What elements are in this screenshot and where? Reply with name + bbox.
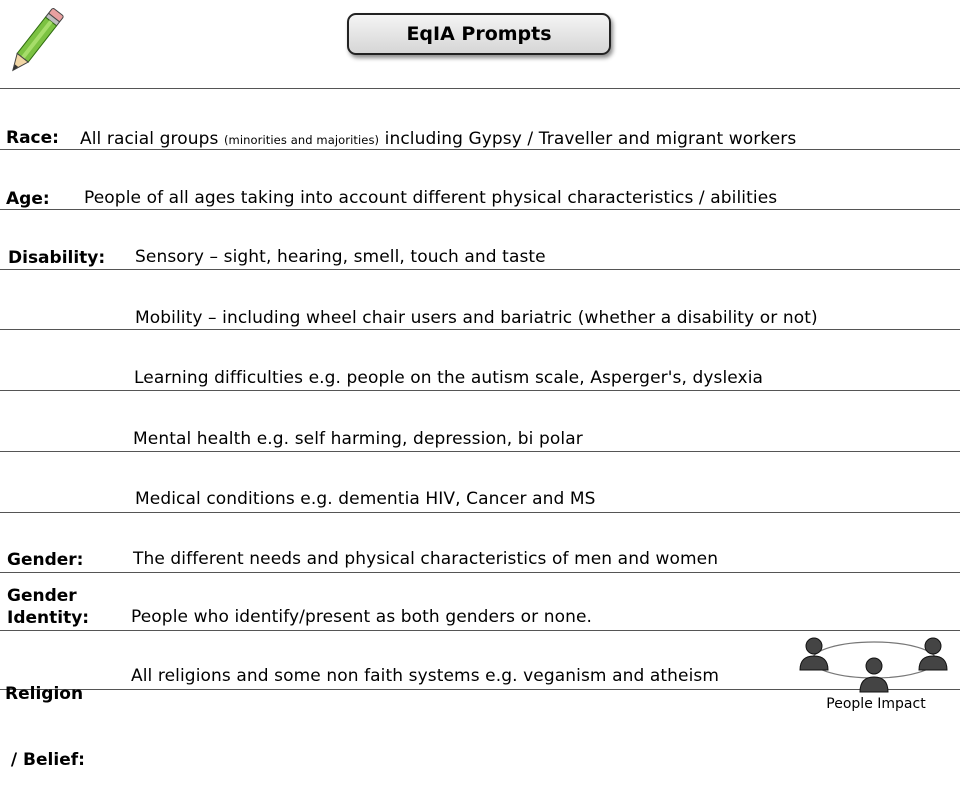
disability-item: Mental health e.g. self harming, depression, bi polar: [133, 429, 583, 449]
people-impact-icon: [790, 630, 955, 700]
age-text: People of all ages taking into account different physical characteristics / abilities: [84, 188, 778, 208]
divider: [0, 88, 960, 89]
divider: [0, 329, 960, 330]
race-text: All racial groups (minorities and majorities) including Gypsy / Traveller and migrant workers: [80, 129, 797, 149]
divider: [0, 209, 960, 210]
age-label: Age:: [6, 189, 50, 209]
gender-text: The different needs and physical characteristics of men and women: [133, 549, 719, 569]
gender-identity-text: People who identify/present as both genders or none.: [131, 607, 593, 627]
person-icon: [800, 638, 828, 670]
disability-item: Learning difficulties e.g. people on the autism scale, Asperger's, dyslexia: [134, 368, 764, 388]
gender-identity-label: Gender Identity:: [7, 586, 90, 628]
pencil-icon: [2, 2, 68, 82]
disability-item: Medical conditions e.g. dementia HIV, Cancer and MS: [135, 489, 596, 509]
title-box: [347, 13, 611, 55]
gender-label: Gender:: [7, 550, 84, 570]
race-text-note: (minorities and majorities): [223, 133, 380, 147]
person-icon: [919, 638, 947, 670]
religion-text: All religions and some non faith systems e.g. veganism and atheism: [131, 666, 720, 686]
divider: [0, 572, 960, 573]
page-title: EqIA Prompts: [406, 23, 552, 45]
divider: [0, 269, 960, 270]
divider: [0, 512, 960, 513]
divider: [0, 451, 960, 452]
divider: [0, 390, 960, 391]
people-impact-caption: People Impact: [826, 696, 926, 712]
person-icon: [860, 658, 888, 692]
disability-label: Disability:: [8, 248, 106, 268]
disability-item: Sensory – sight, hearing, smell, touch and taste: [135, 247, 546, 267]
race-label: Race:: [6, 128, 59, 148]
religion-label: Religion / Belief:: [5, 684, 85, 770]
disability-item: Mobility – including wheel chair users and bariatric (whether a disability or not): [135, 308, 818, 328]
